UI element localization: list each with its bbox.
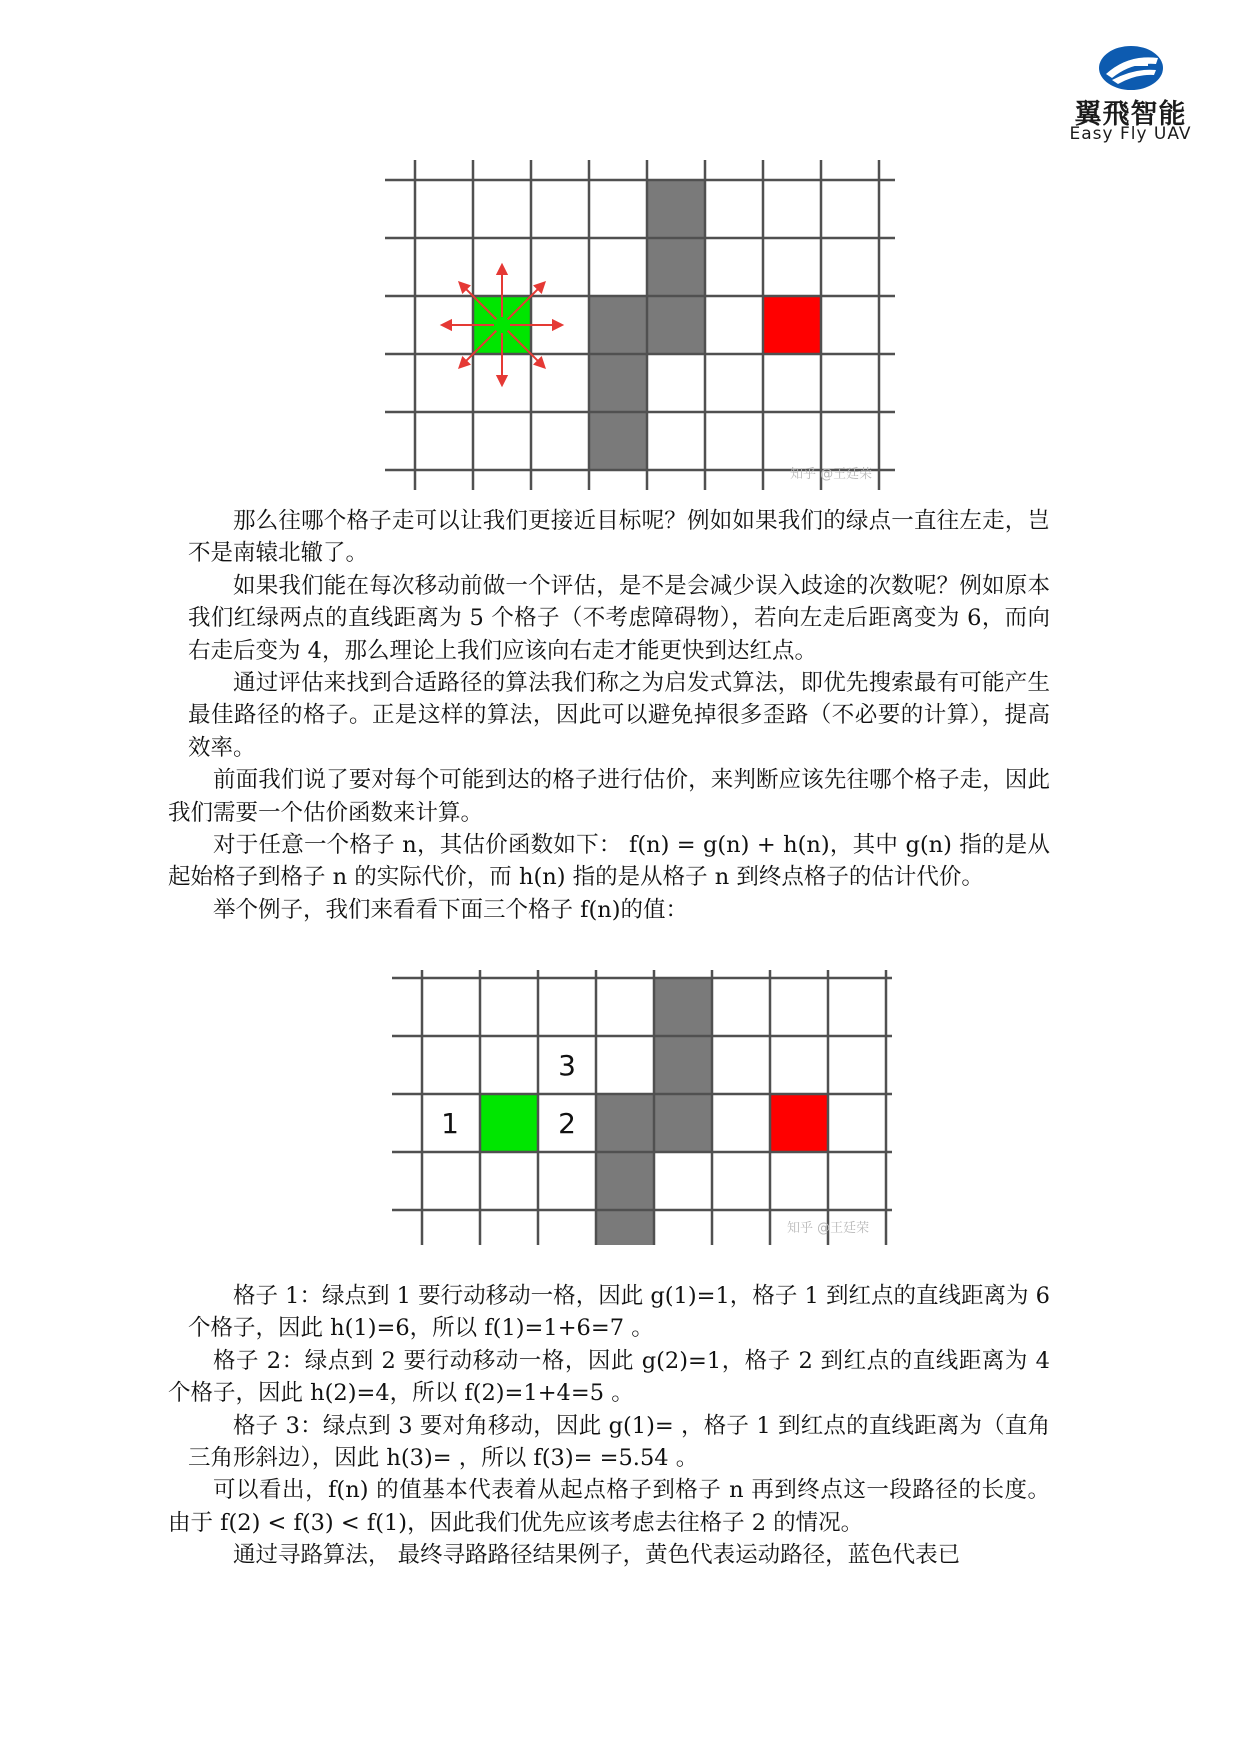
goal-cell bbox=[770, 1094, 828, 1152]
paragraph: 格子 1：绿点到 1 要行动移动一格，因此 g(1)=1，格子 1 到红点的直线距离为 6 个格子，因此 h(1)=6，所以 f(1)=1+6=7 。 bbox=[188, 1283, 1050, 1342]
arrow-head-icon bbox=[498, 265, 507, 274]
arrow-head-icon bbox=[498, 376, 507, 385]
obstacle-cell bbox=[596, 1210, 654, 1245]
obstacle-cell bbox=[647, 180, 705, 238]
paragraph: 可以看出，f(n) 的值基本代表着从起点格子到格子 n 再到终点这一段路径的长度。由于 f(2) < f(3) < f(1)，因此我们优先应该考虑去往格子 2 的情况。 bbox=[168, 1477, 1050, 1536]
grid-figure-neighbors bbox=[385, 160, 895, 490]
cell-label-2: 2 bbox=[558, 1107, 576, 1140]
paragraph: 那么往哪个格子走可以让我们更接近目标呢？例如如果我们的绿点一直往左走，岂不是南辕北辙了。 bbox=[188, 508, 1050, 567]
paragraph: 举个例子，我们来看看下面三个格子 f(n)的值： bbox=[213, 896, 689, 923]
logo-emblem-icon bbox=[1098, 44, 1164, 92]
obstacle-cell bbox=[654, 1094, 712, 1152]
logo-name-cn: 翼飛智能 bbox=[1074, 99, 1187, 130]
paragraph: 对于任意一个格子 n，其估价函数如下： f(n) = g(n) + h(n)，其中 g(n) 指的是从起始格子到格子 n 的实际代价，而 h(n) 指的是从格子 n 到终点格子的估计代价。 bbox=[168, 832, 1050, 891]
article-text-top bbox=[168, 505, 1050, 926]
paragraph: 通过寻路算法， 最终寻路路径结果例子，黄色代表运动路径，蓝色代表已 bbox=[233, 1542, 961, 1569]
obstacle-cell bbox=[589, 354, 647, 412]
paragraph: 前面我们说了要对每个可能到达的格子进行估价，来判断应该先往哪个格子走，因此我们需要一个估价函数来计算。 bbox=[168, 767, 1050, 826]
paragraph: 格子 3：绿点到 3 要对角移动，因此 g(1)= ，格子 1 到红点的直线距离为（直角三角形斜边），因此 h(3)= ，所以 f(3)= =5.54 。 bbox=[188, 1412, 1050, 1472]
obstacle-cell bbox=[589, 296, 647, 354]
paragraph: 通过评估来找到合适路径的算法我们称之为启发式算法，即优先搜索最有可能产生最佳路径的格子。正是这样的算法，因此可以避免掉很多歪路（不必要的计算），提高效率。 bbox=[188, 670, 1050, 761]
obstacle-cell bbox=[596, 1152, 654, 1210]
obstacle-cell bbox=[647, 238, 705, 296]
paragraph: 如果我们能在每次移动前做一个评估，是不是会减少误入歧途的次数呢？例如原本我们红绿两点的直线距离为 5 个格子（不考虑障碍物），若向左走后距离变为 6，而向右走后变为 4，那么理论上我们应该向右走才能更快到达红点。 bbox=[188, 572, 1050, 664]
arrow-head-icon bbox=[553, 321, 562, 330]
cell-label-1: 1 bbox=[441, 1107, 459, 1140]
obstacle-cell bbox=[589, 412, 647, 470]
watermark-text: 知乎 @王廷荣 bbox=[790, 467, 873, 482]
obstacle-cell bbox=[596, 1094, 654, 1152]
cell-label-3: 3 bbox=[558, 1049, 576, 1082]
arrow-head-icon bbox=[442, 321, 451, 330]
paragraph: 格子 2：绿点到 2 要行动移动一格，因此 g(2)=1，格子 2 到红点的直线距离为 4 个格子，因此 h(2)=4，所以 f(2)=1+4=5 。 bbox=[168, 1347, 1050, 1407]
obstacle-cell bbox=[654, 1036, 712, 1094]
company-logo bbox=[1068, 44, 1193, 148]
obstacle-cell bbox=[647, 296, 705, 354]
goal-cell bbox=[763, 296, 821, 354]
logo-name-en: Easy Fly UAV bbox=[1069, 124, 1192, 144]
obstacle-cell bbox=[654, 978, 712, 1036]
grid-figure-costs bbox=[392, 970, 892, 1245]
start-cell bbox=[480, 1094, 538, 1152]
watermark-text: 知乎 @王廷荣 bbox=[787, 1221, 870, 1236]
article-text-bottom bbox=[168, 1280, 1050, 1572]
